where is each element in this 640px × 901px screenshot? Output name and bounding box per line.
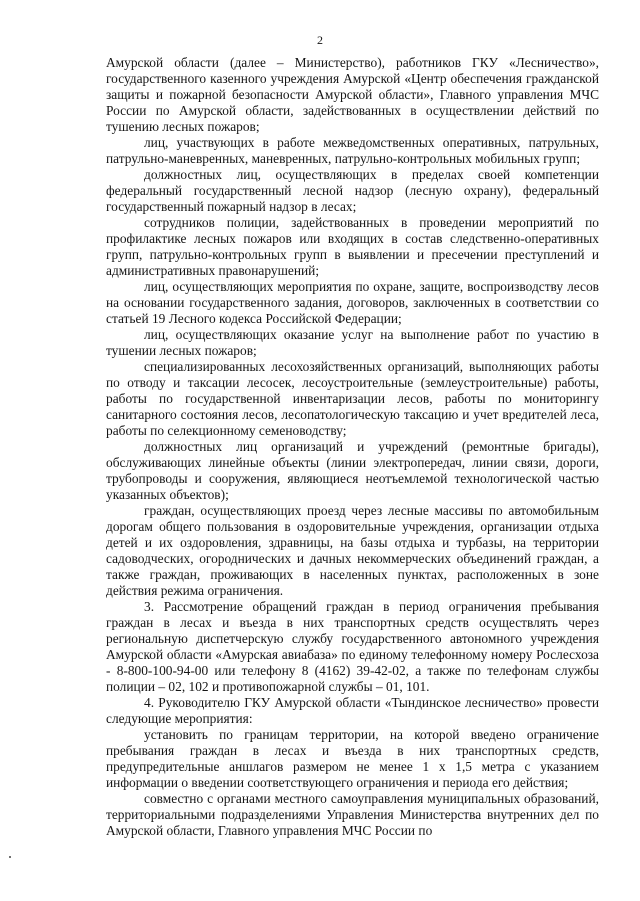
paragraph-item-3: 3. Рассмотрение обращений граждан в период ограничения пребывания граждан в лесах и въезда в них транспортных средств осуществлять через региональную диспетчерскую службу государственного автономного учреждения Амурской области «Амурская авиабаза» по единому телефонному номеру Рослесхоза - 8-800-100-94-00 или телефону 8 (4162) 39-42-02, а также по телефонам службы полиции – 02, 102 и противопожарной службы – 01, 101. xyxy=(106,599,599,694)
paragraph-interagency-groups: лиц, участвующих в работе межведомственных оперативных, патрульных, патрульно-маневренных, маневренных, патрульно-контрольных мобильных групп; xyxy=(106,135,599,166)
paragraph-item-4: 4. Руководителю ГКУ Амурской области «Тындинское лесничество» провести следующие мероприятия: xyxy=(106,695,599,726)
paragraph-signs: установить по границам территории, на которой введено ограничение пребывания граждан в лесах и въезда в них транспортных средств, предупредительные аншлагов размером не менее 1 х 1,5 метра с указанием информации о введении соответствующего ограничения и периода его действия; xyxy=(106,727,599,790)
paragraph-continuation: Амурской области (далее – Министерство), работников ГКУ «Лесничество», государственного казенного учреждения Амурской «Центр обеспечения гражданской защиты и пожарной безопасности Амурской области», Главного управления МЧС России по Амурской области, задействованных в осуществлении действий по тушению лесных пожаров; xyxy=(106,55,599,134)
paragraph-forestry-organizations: специализированных лесохозяйственных организаций, выполняющих работы по отводу и таксации лесосек, лесоустроительные (землеустроительные) работы, работы по государственной инвентаризации лесов, работы по мониторингу санитарного состояния лесов, лесопатологическую таксацию и учет вредителей леса, работы по селекционному семеноводству; xyxy=(106,359,599,438)
paragraph-police: сотрудников полиции, задействованных в проведении мероприятий по профилактике лесных пожаров или входящих в состав следственно-оперативных групп, патрульно-контрольных групп в выявлении и пресечении преступлений и административных правонарушений; xyxy=(106,215,599,278)
paragraph-forest-supervision: должностных лиц, осуществляющих в пределах своей компетенции федеральный государственный лесной надзор (лесную охрану), федеральный государственный пожарный надзор в лесах; xyxy=(106,167,599,214)
paragraph-forest-protection: лиц, осуществляющих мероприятия по охране, защите, воспроизводству лесов на основании государственного задания, договоров, заключенных в соответствии со статьей 19 Лесного кодекса Российской Федерации; xyxy=(106,279,599,326)
page-number: 2 xyxy=(317,33,323,47)
paragraph-fire-services: лиц, осуществляющих оказание услуг на выполнение работ по участию в тушении лесных пожаров; xyxy=(106,327,599,358)
scan-speck xyxy=(9,856,11,858)
paragraph-linear-objects: должностных лиц организаций и учреждений (ремонтные бригады), обслуживающих линейные объекты (линии электропередач, линии связи, дороги, трубопроводы и сооружения, являющиеся неотъемлемой технологической частью указанных объектов); xyxy=(106,439,599,502)
document-body xyxy=(106,55,599,839)
paragraph-joint-actions: совместно с органами местного самоуправления муниципальных образований, территориальными подразделениями Управления Министерства внутренних дел по Амурской области, Главного управления МЧС России по xyxy=(106,791,599,838)
paragraph-citizens-transit: граждан, осуществляющих проезд через лесные массивы по автомобильным дорогам общего пользования в оздоровительные учреждения, организации отдыха детей и их оздоровления, здравницы, на базы отдыха и турбазы, на территории садоводческих, огороднических и дачных некоммерческих объединений граждан, а также граждан, проживающих в населенных пунктах, расположенных в зоне действия режима ограничения. xyxy=(106,503,599,598)
